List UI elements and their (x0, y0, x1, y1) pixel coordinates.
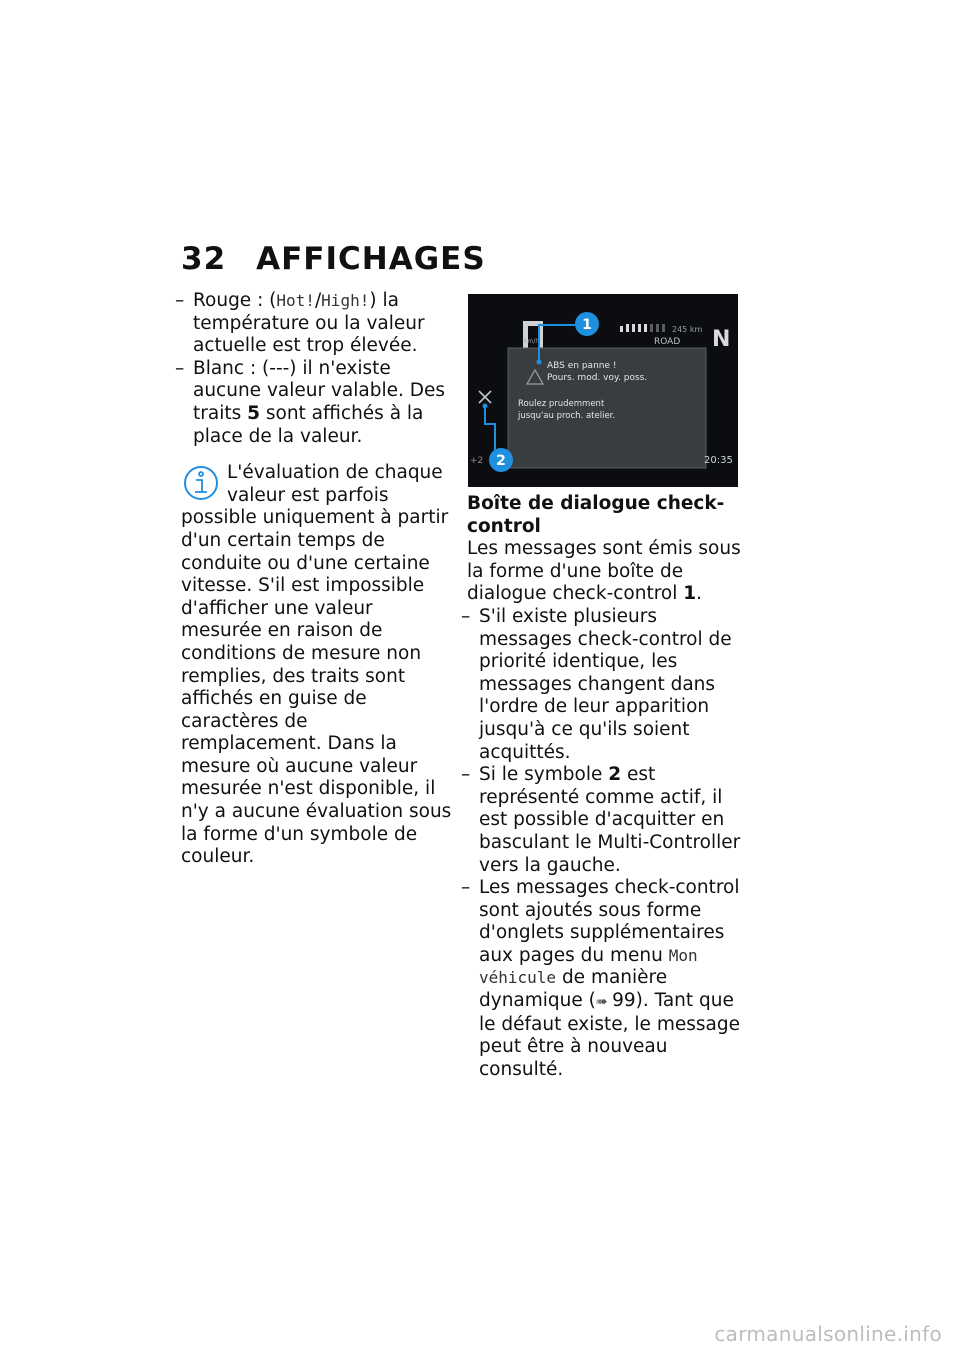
page-reference-link[interactable]: 99 (612, 990, 636, 1012)
speed-unit: km/h (524, 338, 540, 345)
code-high: High! (321, 291, 370, 310)
ref-number: 5 (247, 402, 260, 424)
note-text: L'évaluation de chaque valeur est parfois possible uniquement à partir d'un certain temps de conduite ou d'une certaine vitesse. S'il est impossible d'afficher une valeur mesurée en raison de conditions de mesure non remplies, des traits sont affichés en guise de caractères de remplacement. Dans la mesure où aucune valeur mesurée n'est disponible, il n'y a aucune évaluation sous la forme d'un symbole de couleur. (181, 462, 452, 868)
gear-indicator: N (712, 327, 731, 352)
menu-name: Mon véhicule (479, 945, 698, 988)
code-hot: Hot! (276, 291, 315, 310)
list-item-acknowledge: – Si le symbole 2 est représenté comme actif, il est possible d'acquitter en basculant le Multi-Controller vers la gauche. (461, 764, 741, 876)
list-item-multiple-messages: – S'il existe plusieurs messages check-control de priorité identique, les messages changent dans l'ordre de leur apparition jusqu'à ce qu'ils soient acquittés. (461, 605, 732, 763)
page-ref-arrow-icon: ➠ (595, 994, 613, 1011)
info-icon (181, 462, 221, 502)
info-note (181, 462, 453, 869)
intro-paragraph: Les messages sont émis sous la forme d'une boîte de dialogue check-control 1. (467, 538, 741, 605)
left-label: +2 (470, 456, 484, 466)
svg-text:2: 2 (496, 453, 506, 469)
svg-text:1: 1 (582, 317, 592, 333)
list-item-tabs: – Les messages check-control sont ajoutés sous forme d'onglets supplémentaires aux pages du menu Mon véhicule de manière dynamique (➠ 99). Tant que le défaut existe, le message peut être à nouveau consulté. (461, 877, 740, 1080)
list-item-rouge: – Rouge : (Hot!/High!) la température ou la valeur actuelle est trop élevée. (175, 290, 425, 357)
display-graphic (468, 294, 738, 487)
tft-display-image (468, 294, 738, 487)
page-number: 32 (181, 241, 227, 277)
clock: 20:35 (704, 455, 733, 466)
dialog-advice-2: jusqu'au proch. atelier. (518, 411, 616, 421)
list-item-blanc: – Blanc : (---) il n'existe aucune valeur valable. Des traits 5 sont affichés à la place de la valeur. (175, 357, 446, 447)
watermark: carmanualsonline.info (714, 1322, 942, 1346)
dialog-line: Pours. mod. voy. poss. (547, 373, 648, 383)
riding-mode: ROAD (654, 337, 681, 347)
dialog-title: ABS en panne ! (547, 361, 617, 371)
dialog-advice-1: Roulez prudemment (518, 399, 605, 409)
left-column (175, 290, 453, 869)
section-heading: Boîte de dialogue check-control (467, 493, 725, 537)
range-readout: 245 km (672, 325, 703, 334)
page-title (181, 241, 486, 277)
right-column (461, 493, 745, 1081)
chapter-title: AFFICHAGES (256, 241, 486, 277)
